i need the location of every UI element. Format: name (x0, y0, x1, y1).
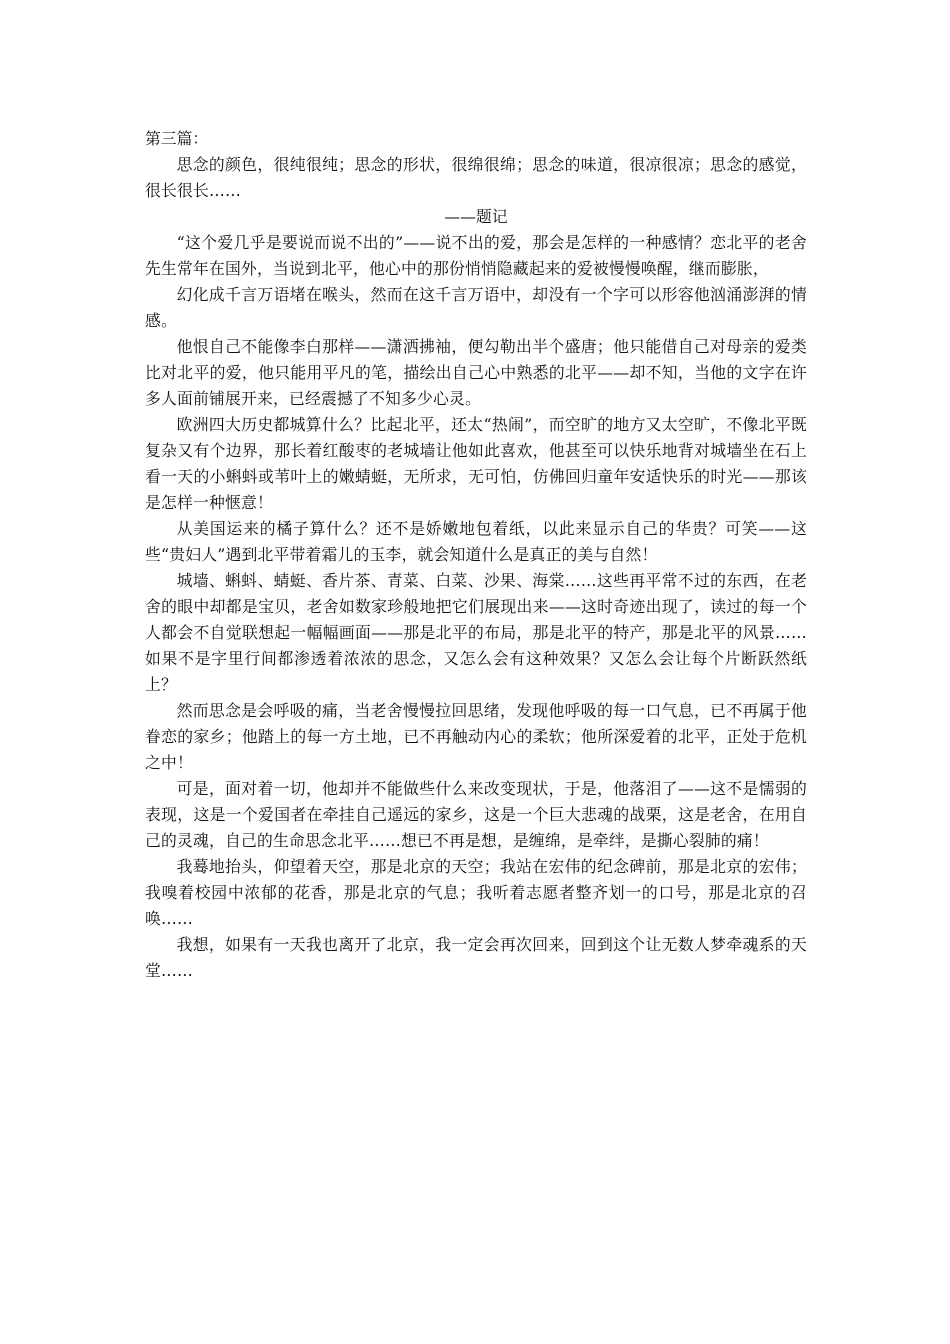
paragraph-4: 欧洲四大历史都城算什么？比起北平，还太“热闹”，而空旷的地方又太空旷，不像北平既复杂又有个边界，那长着红酸枣的老城墙让他如此喜欢，他甚至可以快乐地背对城墙坐在石上看一天的小蝌蚪或苇叶上的嫩蜻蜓，无所求，无可怕，仿佛回归童年安适快乐的时光——那该是怎样一种惬意！ (145, 415, 807, 512)
paragraph-3: 他恨自己不能像李白那样——潇洒拂袖，便勾勒出半个盛唐；他只能借自己对母亲的爱类比对北平的爱，他只能用平凡的笔，描绘出自己心中熟悉的北平——却不知，当他的文字在许多人面前铺展开来，已经震撼了不知多少心灵。 (145, 337, 807, 408)
paragraph-9: 我蓦地抬头，仰望着天空，那是北京的天空；我站在宏伟的纪念碑前，那是北京的宏伟；我嗅着校园中浓郁的花香，那是北京的气息；我听着志愿者整齐划一的口号，那是北京的召唤…… (145, 857, 807, 928)
document-body (145, 126, 807, 984)
paragraph-10: 我想，如果有一天我也离开了北京，我一定会再次回来，回到这个让无数人梦牵魂系的天堂…… (145, 935, 807, 980)
epigraph-attribution: ——题记 (444, 207, 508, 226)
paragraph-5: 从美国运来的橘子算什么？还不是娇嫩地包着纸，以此来显示自己的华贵？可笑——这些“贵妇人”遇到北平带着霜儿的玉李，就会知道什么是真正的美与自然！ (145, 519, 807, 564)
paragraph-6: 城墙、蝌蚪、蜻蜓、香片茶、青菜、白菜、沙果、海棠……这些再平常不过的东西，在老舍的眼中却都是宝贝，老舍如数家珍般地把它们展现出来——这时奇迹出现了，读过的每一个人都会不自觉联想起一幅幅画面——那是北平的布局，那是北平的特产，那是北平的风景……如果不是字里行间都渗透着浓浓的思念，又怎么会有这种效果？又怎么会让每个片断跃然纸上？ (145, 571, 807, 694)
paragraph-8: 可是，面对着一切，他却并不能做些什么来改变现状，于是，他落泪了——这不是懦弱的表现，这是一个爱国者在牵挂自己遥远的家乡，这是一个巨大悲魂的战栗，这是老舍，在用自己的灵魂，自己的生命思念北平……想已不再是想，是缠绵，是牵绊，是撕心裂肺的痛！ (145, 779, 807, 850)
section-heading: 第三篇： (145, 129, 209, 148)
paragraph-1: “这个爱几乎是要说而说不出的”——说不出的爱，那会是怎样的一种感情？恋北平的老舍先生常年在国外，当说到北平，他心中的那份悄悄隐藏起来的爱被慢慢唤醒，继而膨胀， (145, 233, 807, 278)
paragraph-7: 然而思念是会呼吸的痛，当老舍慢慢拉回思绪，发现他呼吸的每一口气息，已不再属于他眷恋的家乡；他踏上的每一方土地，已不再触动内心的柔软；他所深爱着的北平，正处于危机之中！ (145, 701, 807, 772)
paragraph-2: 幻化成千言万语堵在喉头，然而在这千言万语中，却没有一个字可以形容他汹涌澎湃的情感。 (145, 285, 807, 330)
epigraph: 思念的颜色，很纯很纯；思念的形状，很绵很绵；思念的味道，很凉很凉；思念的感觉，很长很长…… (145, 155, 807, 200)
